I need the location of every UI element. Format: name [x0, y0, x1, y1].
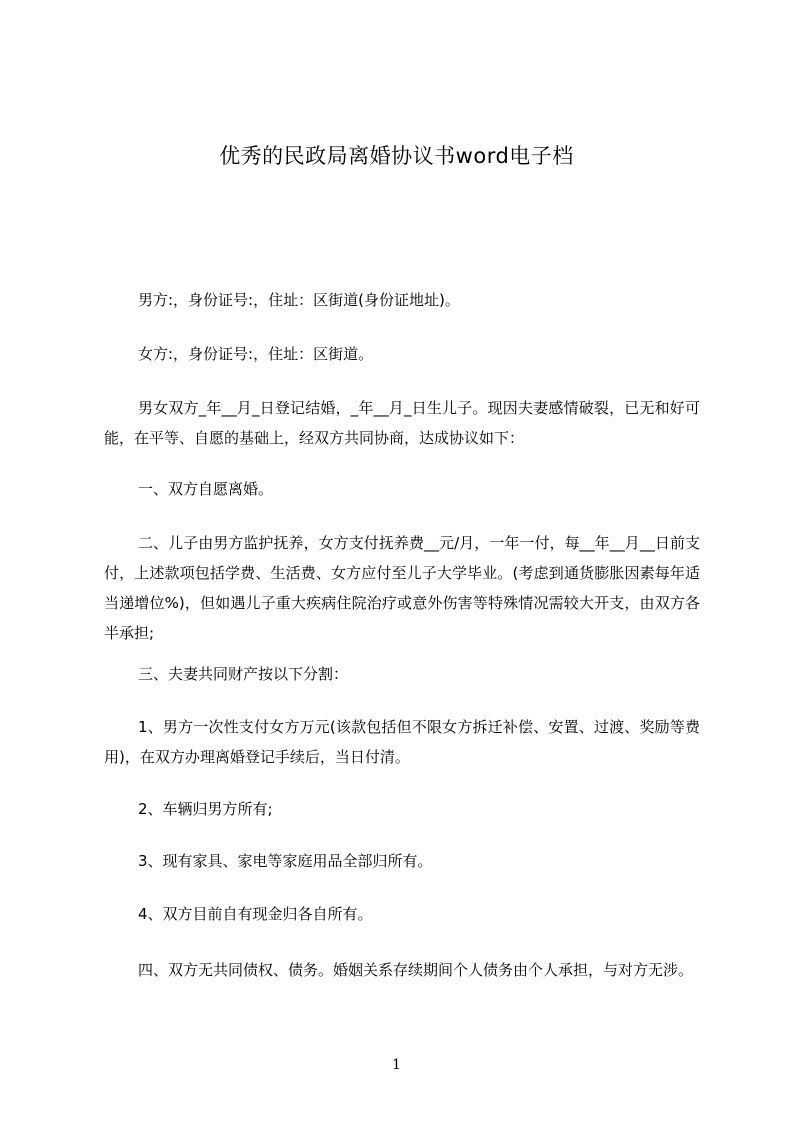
paragraph-wife-info: 女方:，身份证号:，住址：区街道。 [138, 345, 374, 363]
paragraph-clause-3: 三、夫妻共同财产按以下分割： [138, 665, 349, 683]
paragraph-clause-2: 二、儿子由男方监护抚养，女方支付抚养费__元/月，一年一付，每__年__月__日前支付，上述款项包括学费、生活费、女方应付至儿子大学毕业。(考虑到通货膨胀因素每年适当递增位%)，但如遇儿子重大疾病住院治疗或意外伤害等特殊情况需较大开支，由双方各半承担; [104, 534, 700, 642]
paragraph-marriage-background: 男女双方_年__月_日登记结婚，_年__月_日生儿子。现因夫妻感情破裂，已无和好可能，在平等、自愿的基础上，经双方共同协商，达成协议如下： [104, 399, 700, 447]
paragraph-property-item-4: 4、双方目前自有现金归各自所有。 [138, 905, 373, 923]
paragraph-property-item-3: 3、现有家具、家电等家庭用品全部归所有。 [138, 852, 433, 870]
paragraph-clause-1: 一、双方自愿离婚。 [138, 480, 274, 498]
page-number: 1 [392, 1057, 401, 1073]
paragraph-property-item-2: 2、车辆归男方所有; [138, 800, 273, 818]
paragraph-clause-4: 四、双方无共同债权、债务。婚姻关系存续期间个人债务由个人承担，与对方无涉。 [138, 961, 694, 979]
paragraph-husband-info: 男方:，身份证号:，住址：区街道(身份证地址)。 [138, 291, 460, 309]
document-title: 优秀的民政局离婚协议书word电子档 [219, 144, 574, 168]
paragraph-property-item-1: 1、男方一次性支付女方万元(该款包括但不限女方拆迁补偿、安置、过渡、奖励等费用)，在双方办理离婚登记手续后，当日付清。 [104, 718, 700, 766]
